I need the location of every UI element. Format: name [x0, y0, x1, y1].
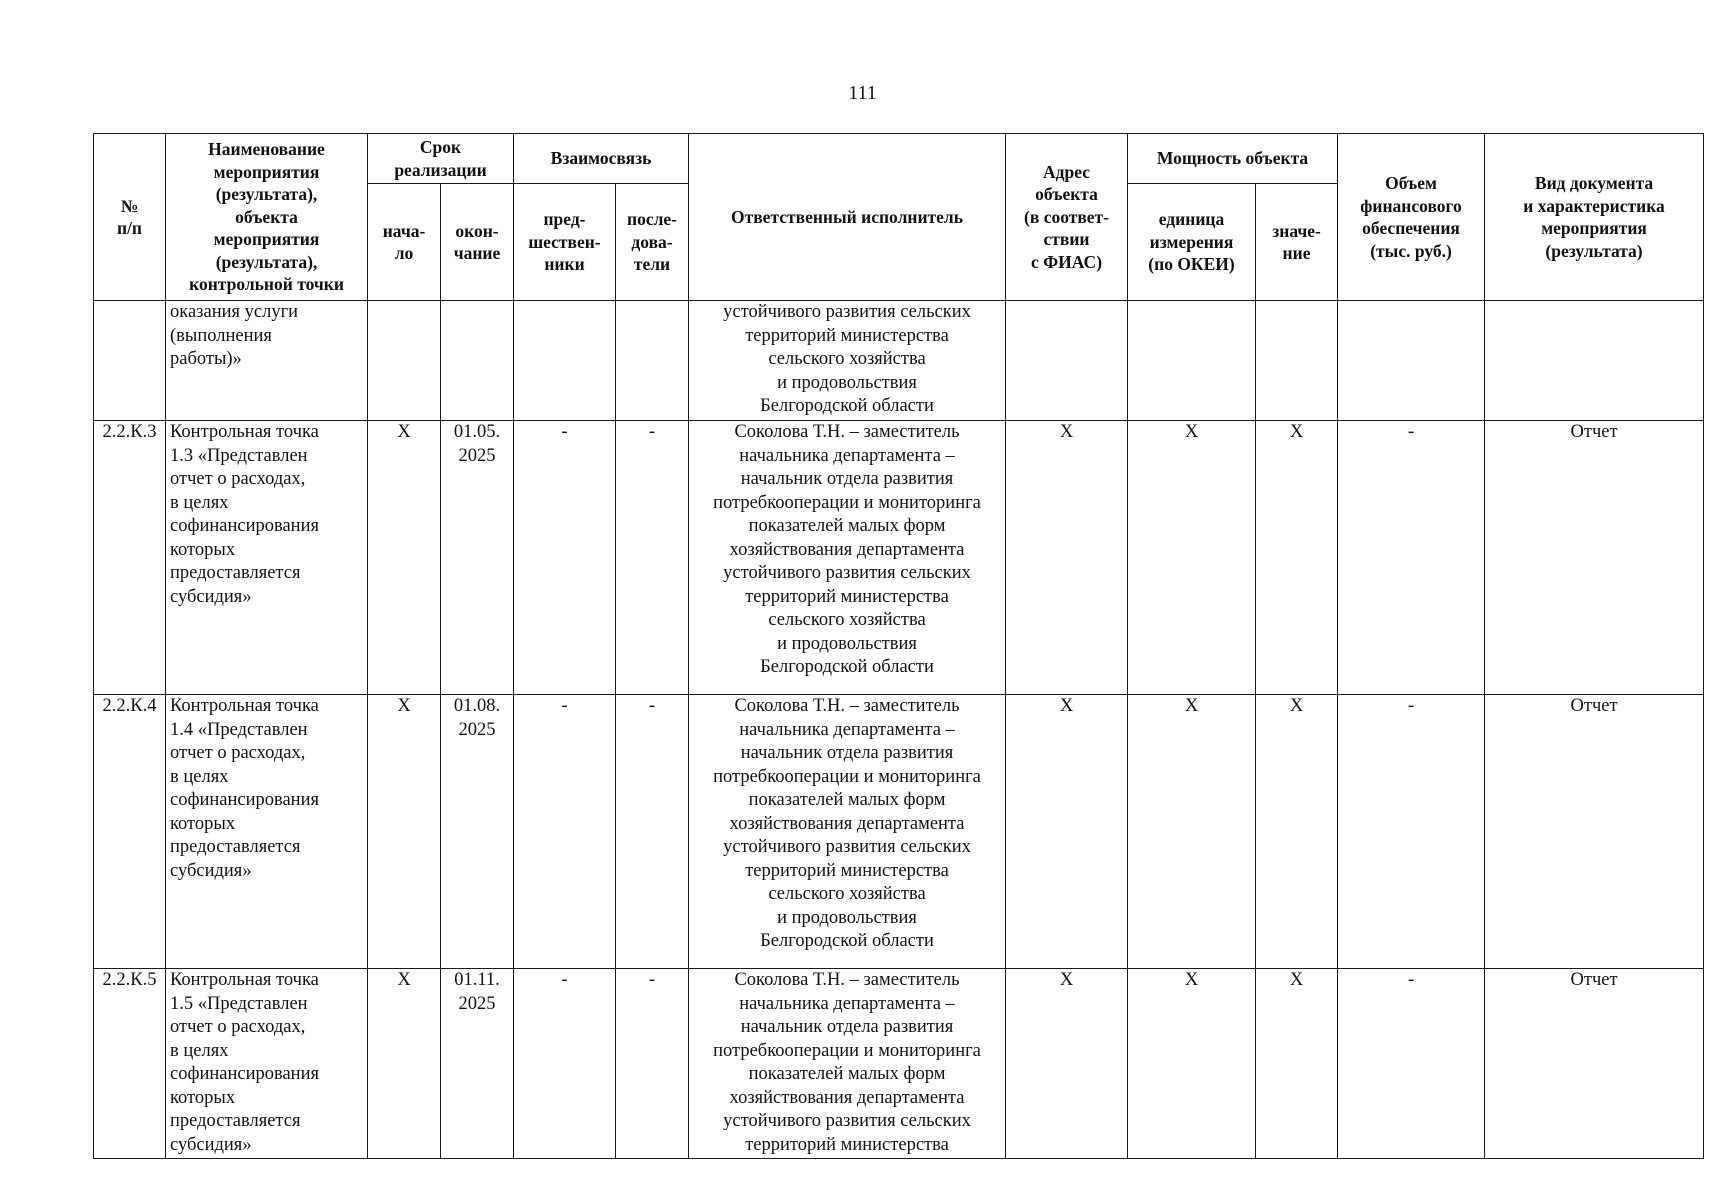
row-responsible: Соколова Т.Н. – заместитель начальника департамента – начальник отдела развития потребкооперации и мониторинга показателей малых форм хозяйствования департамента устойчивого развития сельских территорий министерства: [689, 969, 1006, 1159]
header-link-prev: пред- шествен- ники: [514, 184, 616, 301]
row-address: [1006, 301, 1128, 421]
header-term-start: нача- ло: [368, 184, 441, 301]
header-capacity: Мощность объекта: [1128, 134, 1338, 184]
row-end: 01.11. 2025: [441, 969, 514, 1159]
row-num: [94, 301, 166, 421]
row-start: Х: [368, 969, 441, 1159]
row-address: Х: [1006, 969, 1128, 1159]
row-prev: [514, 301, 616, 421]
table-row: [94, 421, 1704, 695]
row-doc: Отчет: [1485, 969, 1704, 1159]
row-num: 2.2.К.3: [94, 421, 166, 695]
row-doc: Отчет: [1485, 695, 1704, 969]
row-num: 2.2.К.4: [94, 695, 166, 969]
row-name: Контрольная точка 1.3 «Представлен отчет о расходах, в целях софинансирования которых предоставляется субсидия»: [166, 421, 368, 695]
header-link-next: после- дова- тели: [616, 184, 689, 301]
row-name: Контрольная точка 1.5 «Представлен отчет о расходах, в целях софинансирования которых предоставляется субсидия»: [166, 969, 368, 1159]
header-finance: Объем финансового обеспечения (тыс. руб.): [1338, 134, 1485, 301]
row-value: Х: [1256, 695, 1338, 969]
row-end: 01.08. 2025: [441, 695, 514, 969]
row-finance: -: [1338, 421, 1485, 695]
header-term: Срок реализации: [368, 134, 514, 184]
row-start: Х: [368, 695, 441, 969]
row-address: Х: [1006, 695, 1128, 969]
row-responsible: Соколова Т.Н. – заместитель начальника департамента – начальник отдела развития потребкооперации и мониторинга показателей малых форм хозяйствования департамента устойчивого развития сельских территорий министерства сельского хозяйства и продовольствия Белгородской области: [689, 421, 1006, 695]
row-unit: Х: [1128, 969, 1256, 1159]
row-next: [616, 301, 689, 421]
row-value: Х: [1256, 421, 1338, 695]
row-start: Х: [368, 421, 441, 695]
row-start: [368, 301, 441, 421]
row-prev: -: [514, 969, 616, 1159]
row-next: -: [616, 695, 689, 969]
row-unit: Х: [1128, 695, 1256, 969]
row-end: 01.05. 2025: [441, 421, 514, 695]
header-num: № п/п: [94, 134, 166, 301]
row-doc: [1485, 301, 1704, 421]
header-term-end: окон- чание: [441, 184, 514, 301]
row-finance: -: [1338, 695, 1485, 969]
table-row: [94, 301, 1704, 421]
row-next: -: [616, 421, 689, 695]
row-num: 2.2.К.5: [94, 969, 166, 1159]
header-capacity-unit: единица измерения (по ОКЕИ): [1128, 184, 1256, 301]
header-link: Взаимосвязь: [514, 134, 689, 184]
row-address: Х: [1006, 421, 1128, 695]
row-value: Х: [1256, 969, 1338, 1159]
header-doc: Вид документа и характеристика мероприятия (результата): [1485, 134, 1704, 301]
header-responsible: Ответственный исполнитель: [689, 134, 1006, 301]
row-responsible: Соколова Т.Н. – заместитель начальника департамента – начальник отдела развития потребкооперации и мониторинга показателей малых форм хозяйствования департамента устойчивого развития сельских территорий министерства сельского хозяйства и продовольствия Белгородской области: [689, 695, 1006, 969]
row-name: Контрольная точка 1.4 «Представлен отчет о расходах, в целях софинансирования которых предоставляется субсидия»: [166, 695, 368, 969]
row-value: [1256, 301, 1338, 421]
row-unit: Х: [1128, 421, 1256, 695]
table-header: [94, 134, 1704, 301]
row-finance: [1338, 301, 1485, 421]
table-row: [94, 695, 1704, 969]
header-capacity-value: значе- ние: [1256, 184, 1338, 301]
header-address: Адрес объекта (в соответ- ствии с ФИАС): [1006, 134, 1128, 301]
header-name: Наименование мероприятия (результата), объекта мероприятия (результата), контрольной точки: [166, 134, 368, 301]
row-responsible: устойчивого развития сельских территорий министерства сельского хозяйства и продовольствия Белгородской области: [689, 301, 1006, 421]
row-finance: -: [1338, 969, 1485, 1159]
row-next: -: [616, 969, 689, 1159]
table-row: [94, 969, 1704, 1159]
row-prev: -: [514, 695, 616, 969]
row-unit: [1128, 301, 1256, 421]
row-prev: -: [514, 421, 616, 695]
page-number: 111: [848, 82, 877, 104]
row-name: оказания услуги (выполнения работы)»: [166, 301, 368, 421]
row-doc: Отчет: [1485, 421, 1704, 695]
row-end: [441, 301, 514, 421]
activities-table: [93, 133, 1704, 1159]
